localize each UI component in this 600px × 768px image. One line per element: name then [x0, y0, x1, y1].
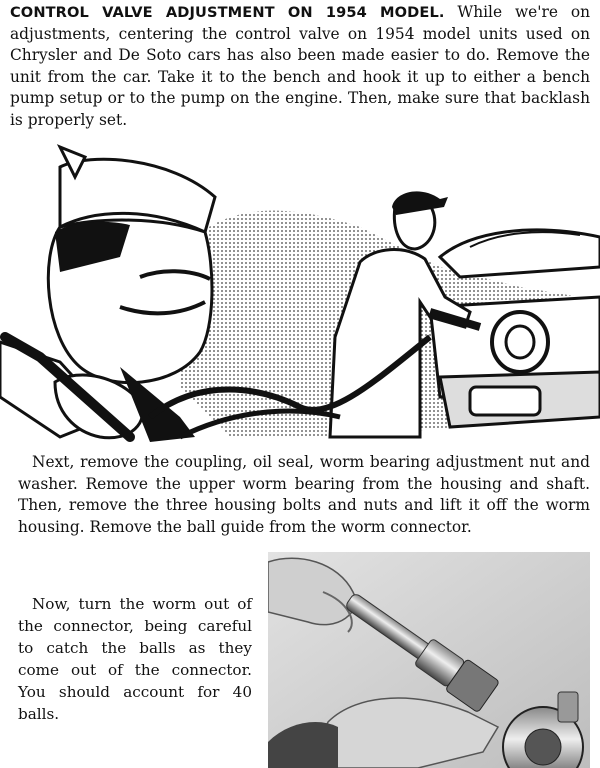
disassembly-paragraph: Next, remove the coupling, oil seal, worm bearing adjustment nut and washer. Remove the upper worm bearing from the housing and shaft. Then, remove the three housing bolts and nuts and lift it off the worm housing. Remove the ball guide from the worm connector. — [18, 453, 590, 536]
car-illustration — [430, 230, 600, 427]
worm-removal-paragraph: Now, turn the worm out of the connector, being careful to catch the balls as they come out of the connector. You should account for 40 balls. — [18, 595, 252, 723]
intro-paragraph — [10, 2, 590, 131]
section-heading: CONTROL VALVE ADJUSTMENT ON 1954 MODEL. — [10, 4, 445, 21]
mechanics-cartoon-illustration — [0, 137, 600, 449]
intro-text: While we're on adjustments, centering the control valve on 1954 model units used on Chrysler and De Soto cars has also been made easier to do. Remove the unit from the car. Take it to the bench and hook it up to either a bench pump setup or to the pump on the engine. Then, make sure that backlash is properly set. — [10, 3, 590, 129]
worm-removal-photo — [268, 552, 590, 768]
